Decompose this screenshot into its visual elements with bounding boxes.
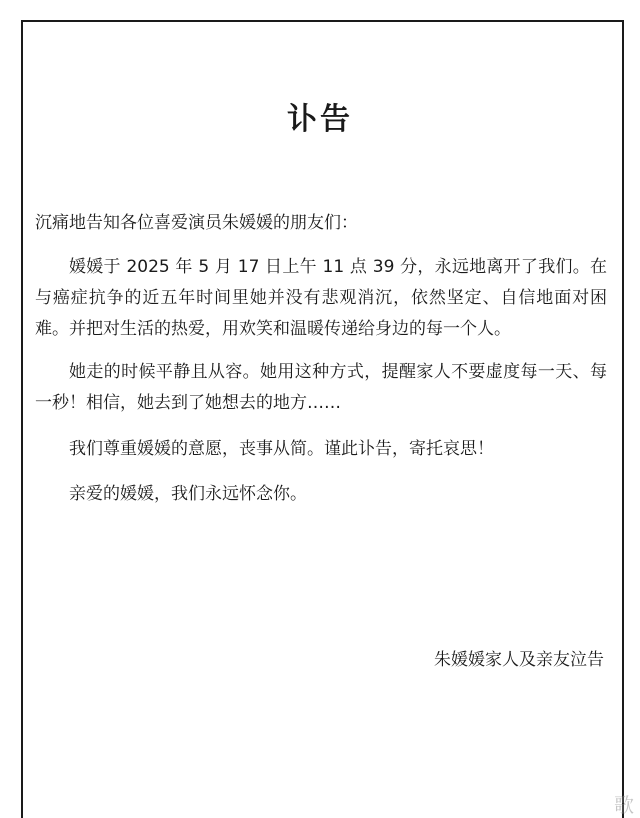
paragraph-1: 媛媛于 2025 年 5 月 17 日上午 11 点 39 分，永远地离开了我们。在与癌症抗争的近五年时间里她并没有悲观消沉，依然坚定、自信地面对困难。并把对生活的热爱，用欢笑和温暖传递给身边的每一个人。 <box>35 257 607 339</box>
signature: 朱媛媛家人及亲友泣告 <box>434 650 604 670</box>
paragraph-4: 亲爱的媛媛，我们永远怀念你。 <box>69 484 307 504</box>
paragraph-2: 她走的时候平静且从容。她用这种方式，提醒家人不要虚度每一天、每一秒！相信，她去到了她想去的地方…… <box>35 362 607 413</box>
watermark: 歌 <box>614 793 634 817</box>
page-title: 讣告 <box>287 102 353 137</box>
paragraph-3: 我们尊重媛媛的意愿，丧事从简。谨此讣告，寄托哀思！ <box>69 439 494 459</box>
salutation: 沉痛地告知各位喜爱演员朱媛媛的朋友们： <box>35 213 358 233</box>
